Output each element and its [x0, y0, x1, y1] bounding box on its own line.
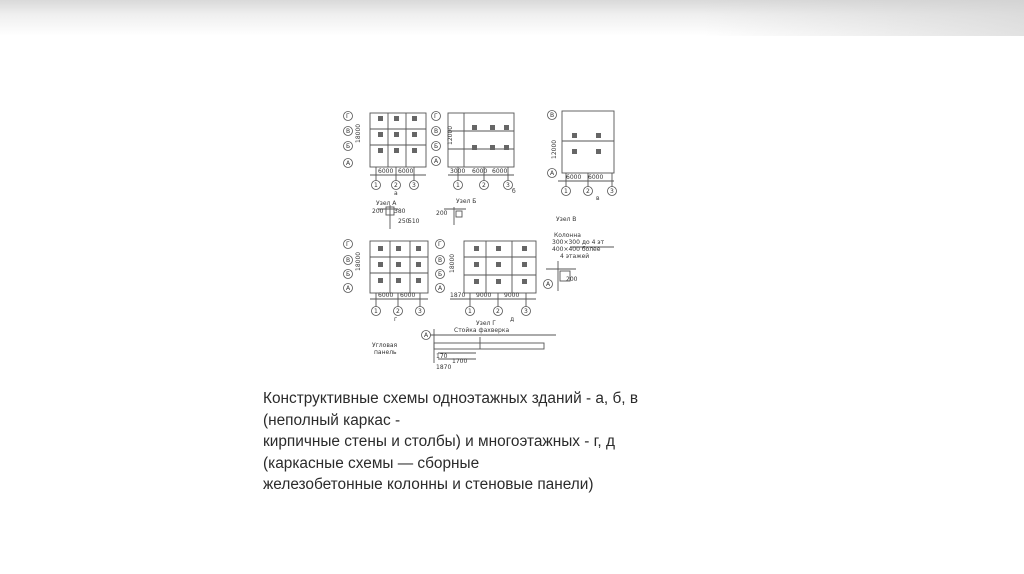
caption-line: кирпичные стены и столбы) и многоэтажных - г, д	[263, 433, 615, 450]
axis-letter: Г	[438, 241, 442, 248]
axis-letter: А	[550, 170, 555, 177]
scheme-a-outline	[370, 113, 426, 167]
dimension-label: 9000	[476, 292, 492, 299]
caption-line: Конструктивные схемы одноэтажных зданий - а, б, в	[263, 390, 638, 407]
column-note-line: 4 этажей	[560, 253, 590, 260]
axis-number: 3	[610, 188, 614, 195]
dimension-label: 200	[436, 210, 448, 217]
node-label: Узел Б	[456, 198, 477, 205]
axis-letter: А	[346, 160, 351, 167]
dimension-label: 18000	[355, 123, 362, 143]
caption-line: железобетонные колонны и стеновые панели)	[263, 476, 594, 493]
figure-letter: б	[512, 188, 516, 195]
dimension-label: 18000	[449, 253, 456, 273]
axis-letter: А	[346, 285, 351, 292]
dimension-label: 6000	[566, 174, 582, 181]
dimension-label: 3000	[450, 168, 466, 175]
axis-letter: А	[424, 332, 429, 339]
axis-letter: Г	[434, 113, 438, 120]
dimension-label: 1870	[450, 292, 466, 299]
dimension-label: 1870	[436, 364, 452, 369]
axis-letter: В	[550, 112, 555, 119]
drawing-svg	[326, 101, 626, 369]
dimension-label: 6000	[472, 168, 488, 175]
axis-number: 2	[496, 308, 500, 315]
axis-number: 3	[506, 182, 510, 189]
axis-letter: А	[438, 285, 443, 292]
axis-letter: А	[546, 281, 551, 288]
dimension-label: 9000	[504, 292, 520, 299]
axis-number: 3	[418, 308, 422, 315]
axis-letter: В	[434, 128, 439, 135]
node-label: Узел Г	[476, 320, 496, 327]
dimension-label: 6000	[378, 292, 394, 299]
column-note-line: 300×300 до 4 эт	[552, 239, 605, 246]
scheme-v-outline	[562, 111, 614, 173]
axis-number: 1	[456, 182, 460, 189]
dimension-label: 250	[398, 218, 410, 225]
dimension-label: 1700	[452, 358, 468, 365]
corner-panel-label: панель	[374, 349, 397, 356]
axis-letter: В	[346, 128, 351, 135]
dimension-label: 6000	[588, 174, 604, 181]
slide-caption	[263, 388, 733, 496]
dimension-label: 12000	[447, 125, 454, 145]
corner-panel-label: Угловая	[372, 342, 398, 349]
dimension-label: 510	[408, 218, 420, 225]
axis-number: 3	[524, 308, 528, 315]
axis-letter: Б	[346, 143, 351, 150]
axis-number: 2	[482, 182, 486, 189]
axis-letter: Б	[346, 271, 351, 278]
dimension-label: 12000	[551, 139, 558, 159]
figure-letter: в	[596, 195, 600, 202]
axis-number: 2	[586, 188, 590, 195]
figure-letter: а	[394, 190, 398, 197]
dimension-label: 200	[566, 276, 578, 283]
column-note-line: Колонна	[554, 232, 581, 239]
scheme-b-outline	[448, 113, 514, 167]
axis-number: 1	[468, 308, 472, 315]
slide-top-shade	[0, 0, 1024, 36]
dimension-label: 6000	[400, 292, 416, 299]
axis-letter: В	[438, 257, 443, 264]
axis-letter: Б	[434, 143, 439, 150]
axis-number: 1	[564, 188, 568, 195]
dimension-label: 6000	[398, 168, 414, 175]
axis-number: 1	[374, 308, 378, 315]
dimension-label: 170	[436, 353, 448, 360]
axis-number: 1	[374, 182, 378, 189]
post-label: Стойка фахверка	[454, 327, 510, 334]
node-label: Узел А	[376, 200, 397, 207]
node-label: Узел В	[556, 216, 577, 223]
figure-letter: д	[510, 316, 515, 323]
axis-letter: А	[434, 158, 439, 165]
figure-letter: г	[394, 316, 398, 323]
dimension-label: 18000	[355, 251, 362, 271]
column-note-line: 400×400 более	[552, 246, 601, 253]
dimension-label: 200	[372, 208, 384, 215]
axis-number: 2	[396, 308, 400, 315]
axis-number: 3	[412, 182, 416, 189]
axis-number: 2	[394, 182, 398, 189]
dimension-label: 6000	[378, 168, 394, 175]
dimension-label: 380	[394, 208, 406, 215]
structural-schemes-drawing	[326, 101, 626, 369]
caption-line: (каркасные схемы — сборные	[263, 454, 480, 472]
dimension-label: 6000	[492, 168, 508, 175]
axis-letter: Г	[346, 113, 350, 120]
caption-line: (неполный каркас -	[263, 411, 401, 429]
axis-letter: Г	[346, 241, 350, 248]
axis-letter: В	[346, 257, 351, 264]
axis-letter: Б	[438, 271, 443, 278]
